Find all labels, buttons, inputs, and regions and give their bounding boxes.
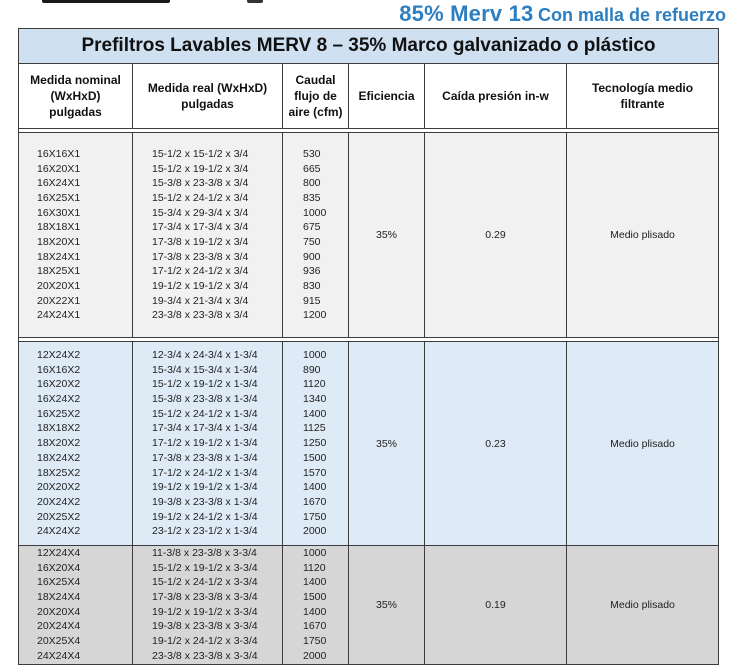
header-eficiencia: Eficiencia: [358, 88, 415, 103]
list-item: 17-3/8 x 23-3/8 x 3/4: [152, 250, 249, 263]
list-item: 16X24X2: [37, 393, 81, 406]
list-item: 16X25X1: [37, 191, 81, 204]
list-item: 18X20X2: [37, 437, 81, 450]
list-item: 2000: [303, 649, 327, 662]
list-item: 11-3/8 x 23-3/8 x 3-3/4: [152, 547, 257, 559]
list-item: 23-1/2 x 23-1/2 x 1-3/4: [152, 525, 258, 538]
list-item: 20X20X2: [37, 481, 81, 494]
header-real: Medida real (WxHxD) pulgadas: [147, 80, 268, 111]
list-item: 17-1/2 x 24-1/2 x 1-3/4: [152, 466, 258, 479]
list-item: 20X24X2: [37, 495, 81, 508]
list-item: 23-3/8 x 23-3/8 x 3-3/4: [152, 649, 258, 662]
list-item: 15-1/2 x 24-1/2 x 3-3/4: [152, 576, 258, 589]
list-item: 530: [303, 147, 321, 160]
list-item: 890: [303, 363, 321, 376]
list-item: 16X16X2: [37, 363, 81, 376]
list-item: 15-1/2 x 15-1/2 x 3/4: [152, 147, 249, 160]
list-item: 16X16X1: [37, 147, 81, 160]
list-item: 936: [303, 265, 321, 278]
list-item: 800: [303, 177, 321, 190]
list-item: 1400: [303, 576, 327, 589]
tecnologia-value: Medio plisado: [567, 342, 719, 546]
list-item: 1670: [303, 620, 327, 633]
list-item: 17-3/4 x 17-3/4 x 3/4: [152, 221, 249, 234]
list-item: 20X22X1: [37, 294, 81, 307]
list-item: 19-3/8 x 23-3/8 x 3-3/4: [152, 620, 258, 633]
list-item: 1400: [303, 407, 327, 420]
list-item: 15-3/8 x 23-3/8 x 1-3/4: [152, 393, 258, 406]
list-item: 1250: [303, 437, 327, 450]
list-item: 16X20X2: [37, 378, 81, 391]
eficiencia-value: 35%: [349, 546, 425, 665]
list-item: 18X18X1: [37, 221, 81, 234]
list-item: 19-1/2 x 19-1/2 x 1-3/4: [152, 481, 258, 494]
list-item: 1400: [303, 605, 327, 618]
list-item: 18X25X2: [37, 466, 81, 479]
list-item: 17-3/4 x 17-3/4 x 1-3/4: [152, 422, 258, 435]
list-item: 15-1/2 x 19-1/2 x 3/4: [152, 162, 249, 175]
list-item: 15-1/2 x 24-1/2 x 1-3/4: [152, 407, 258, 420]
list-item: 24X24X2: [37, 525, 81, 538]
list-item: 1500: [303, 591, 327, 604]
list-item: 1500: [303, 451, 327, 464]
list-item: 17-1/2 x 19-1/2 x 1-3/4: [152, 437, 258, 450]
list-item: 665: [303, 162, 321, 175]
list-item: 1000: [303, 206, 327, 219]
list-item: 1340: [303, 393, 327, 406]
real-list: [133, 133, 283, 338]
list-item: 19-1/2 x 24-1/2 x 3-3/4: [152, 635, 258, 648]
list-item: 17-3/8 x 23-3/8 x 3-3/4: [152, 591, 258, 604]
spec-table: [18, 28, 719, 665]
list-item: 19-1/2 x 19-1/2 x 3/4: [152, 280, 249, 293]
list-item: 17-3/8 x 23-3/8 x 1-3/4: [152, 451, 258, 464]
list-item: 19-3/8 x 23-3/8 x 1-3/4: [152, 495, 258, 508]
header-row: [19, 64, 719, 129]
list-item: 16X20X4: [37, 561, 81, 574]
list-item: 18X24X2: [37, 451, 81, 464]
header-cell: [133, 64, 283, 129]
list-item: 1120: [303, 561, 326, 574]
list-item: 835: [303, 191, 321, 204]
nominal-list: [19, 342, 133, 546]
group-row-1: [19, 133, 719, 338]
list-item: 1200: [303, 309, 327, 322]
header-nominal: Medida nominal (WxHxD) pulgadas: [30, 72, 121, 120]
header-caida: Caída presión in-w: [442, 88, 549, 103]
headline-small: Con malla de refuerzo: [537, 5, 726, 25]
list-item: 20X24X4: [37, 620, 81, 633]
tecnologia-value: Medio plisado: [567, 133, 719, 338]
real-list: [133, 342, 283, 546]
tecnologia-value: Medio plisado: [567, 546, 719, 665]
list-item: 17-1/2 x 24-1/2 x 3/4: [152, 265, 249, 278]
list-item: 1000: [303, 349, 327, 362]
list-item: 20X20X1: [37, 280, 81, 293]
list-item: 24X24X1: [37, 309, 81, 322]
caida-value: 0.29: [425, 133, 567, 338]
list-item: 12-3/4 x 24-3/4 x 1-3/4: [152, 349, 258, 362]
list-item: 20X20X4: [37, 605, 81, 618]
list-item: 12X24X2: [37, 349, 81, 362]
header-tecnologia: Tecnología medio filtrante: [591, 80, 694, 111]
header-cell: [283, 64, 349, 129]
list-item: 15-3/4 x 15-3/4 x 1-3/4: [152, 363, 258, 376]
list-item: 1750: [303, 510, 327, 523]
header-cell: [425, 64, 567, 129]
list-item: 18X24X4: [37, 591, 81, 604]
list-item: 15-3/4 x 29-3/4 x 3/4: [152, 206, 249, 219]
list-item: 830: [303, 280, 321, 293]
top-banner: [0, 0, 730, 28]
list-item: 1570: [303, 466, 327, 479]
list-item: 1750: [303, 635, 327, 648]
list-item: 15-1/2 x 19-1/2 x 1-3/4: [152, 378, 258, 391]
cropped-text-fragment: [42, 0, 170, 3]
list-item: 675: [303, 221, 321, 234]
list-item: 20X25X2: [37, 510, 81, 523]
cfm-list: [283, 342, 349, 546]
list-item: 1000: [303, 547, 327, 559]
list-item: 1400: [303, 481, 327, 494]
list-item: 18X18X2: [37, 422, 81, 435]
list-item: 16X25X2: [37, 407, 81, 420]
list-item: 23-3/8 x 23-3/8 x 3/4: [152, 309, 249, 322]
list-item: 20X25X4: [37, 635, 81, 648]
group-row-3: [19, 546, 719, 665]
list-item: 1125: [303, 422, 326, 435]
list-item: 16X20X1: [37, 162, 81, 175]
eficiencia-value: 35%: [349, 342, 425, 546]
list-item: 2000: [303, 525, 327, 538]
list-item: 18X24X1: [37, 250, 81, 263]
list-item: 18X25X1: [37, 265, 81, 278]
list-item: 750: [303, 236, 321, 248]
list-item: 16X24X1: [37, 177, 81, 190]
list-item: 19-1/2 x 19-1/2 x 3-3/4: [152, 605, 258, 618]
list-item: 19-1/2 x 24-1/2 x 1-3/4: [152, 510, 258, 523]
group-row-2: [19, 342, 719, 546]
cfm-list: [283, 546, 349, 665]
list-item: 15-1/2 x 19-1/2 x 3-3/4: [152, 561, 258, 574]
list-item: 24X24X4: [37, 649, 81, 662]
list-item: 18X20X1: [37, 236, 81, 248]
cfm-list: [283, 133, 349, 338]
header-cell: [349, 64, 425, 129]
nominal-list: [19, 546, 133, 665]
caida-value: 0.19: [425, 546, 567, 665]
list-item: 1670: [303, 495, 327, 508]
list-item: 15-3/8 x 23-3/8 x 3/4: [152, 177, 249, 190]
caida-value: 0.23: [425, 342, 567, 546]
eficiencia-value: 35%: [349, 133, 425, 338]
list-item: 16X30X1: [37, 206, 81, 219]
list-item: 16X25X4: [37, 576, 81, 589]
list-item: 900: [303, 250, 321, 263]
list-item: 17-3/8 x 19-1/2 x 3/4: [152, 236, 249, 248]
header-cfm: Caudal flujo de aire (cfm): [288, 72, 343, 120]
list-item: 15-1/2 x 24-1/2 x 3/4: [152, 191, 249, 204]
real-list: [133, 546, 283, 665]
list-item: 12X24X4: [37, 547, 81, 559]
headline: [399, 1, 726, 27]
list-item: 1120: [303, 378, 326, 391]
cropped-text-fragment: [247, 0, 263, 3]
header-cell: [567, 64, 719, 129]
list-item: 19-3/4 x 21-3/4 x 3/4: [152, 294, 249, 307]
list-item: 915: [303, 294, 321, 307]
nominal-list: [19, 133, 133, 338]
table-title: Prefiltros Lavables MERV 8 – 35% Marco galvanizado o plástico: [19, 29, 719, 64]
headline-big: 85% Merv 13: [399, 1, 534, 26]
header-cell: [19, 64, 133, 129]
